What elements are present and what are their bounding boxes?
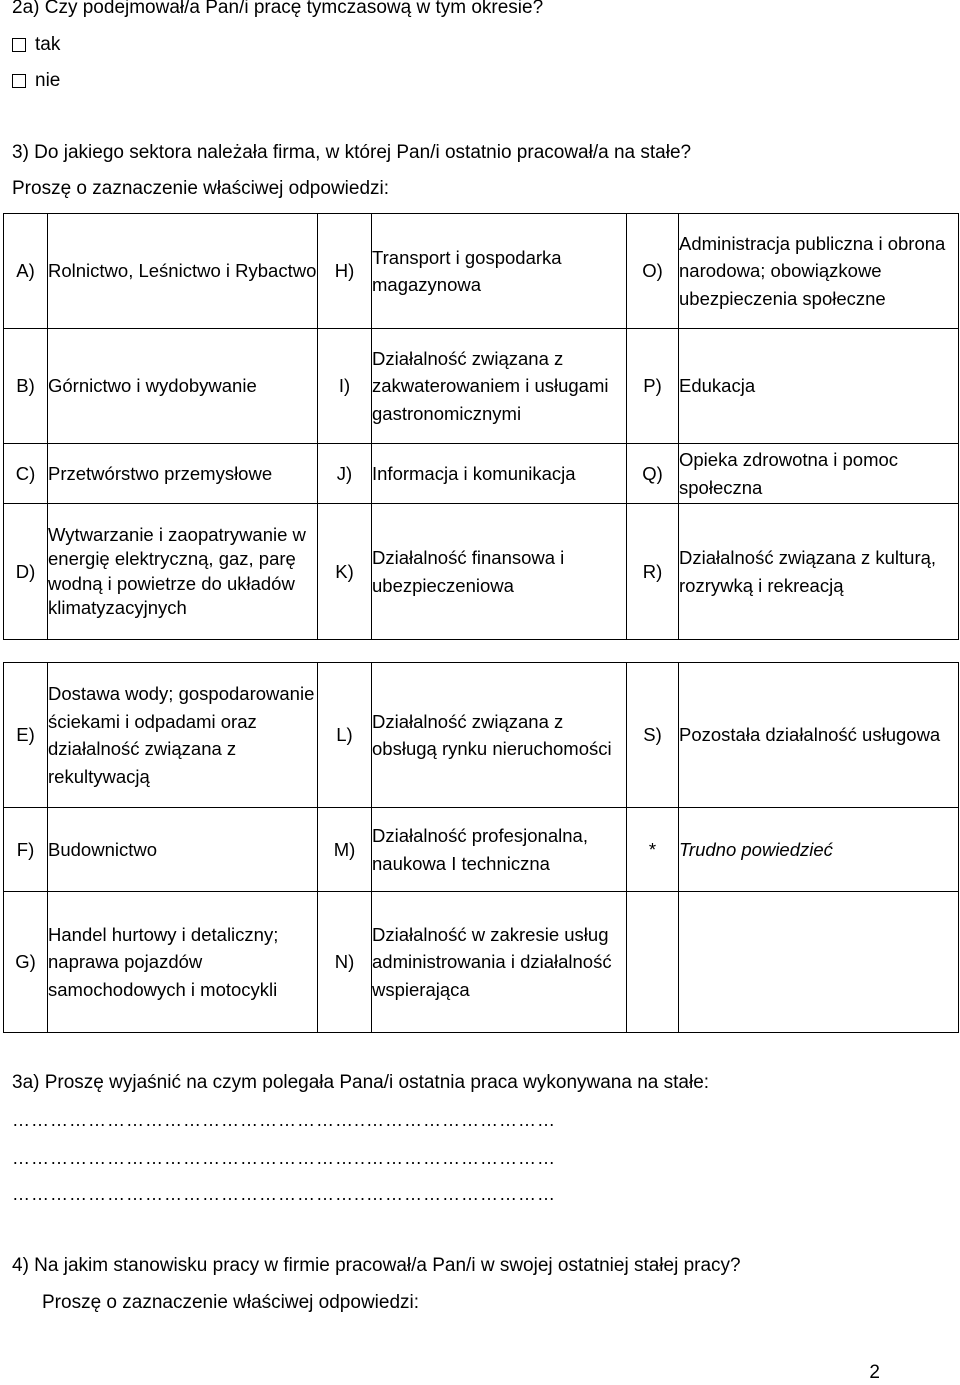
option-nie[interactable]	[12, 69, 60, 93]
option-tak[interactable]	[12, 33, 60, 57]
sector-option[interactable]: Handel hurtowy i detaliczny; naprawa pojazdów samochodowych i motocykli	[48, 892, 318, 1033]
option-letter[interactable]: L)	[318, 663, 372, 808]
option-letter[interactable]: F)	[4, 808, 48, 892]
sector-option[interactable]: Dostawa wody; gospodarowanie ściekami i odpadami oraz działalność związana z rekultywacją	[48, 663, 318, 808]
option-letter[interactable]: C)	[4, 444, 48, 504]
sector-option[interactable]: Działalność finansowa i ubezpieczeniowa	[372, 504, 627, 640]
sector-option[interactable]: Pozostała działalność usługowa	[679, 663, 959, 808]
option-letter[interactable]: S)	[627, 663, 679, 808]
option-letter[interactable]: M)	[318, 808, 372, 892]
sector-table-1	[3, 213, 959, 640]
page-number: 2	[869, 1362, 880, 1383]
answer-line[interactable]: ………………………………………………..…………………………	[12, 1184, 557, 1204]
sector-option[interactable]: Edukacja	[679, 329, 959, 444]
sector-option[interactable]: Wytwarzanie i zaopatrywanie w energię elektryczną, gaz, parę wodną i powietrze do układów klimatyzacyjnych	[48, 504, 318, 640]
option-letter[interactable]: E)	[4, 663, 48, 808]
table-row	[4, 329, 959, 444]
option-letter[interactable]: G)	[4, 892, 48, 1033]
sector-option[interactable]: Budownictwo	[48, 808, 318, 892]
sector-option[interactable]: Rolnictwo, Leśnictwo i Rybactwo	[48, 214, 318, 329]
option-letter[interactable]: K)	[318, 504, 372, 640]
sector-option[interactable]: Informacja i komunikacja	[372, 444, 627, 504]
option-letter[interactable]: Q)	[627, 444, 679, 504]
option-letter[interactable]: N)	[318, 892, 372, 1033]
option-letter[interactable]: O)	[627, 214, 679, 329]
sector-option[interactable]: Działalność w zakresie usług administrowania i działalność wspierająca	[372, 892, 627, 1033]
answer-line[interactable]: ………………………………………………..…………………………	[12, 1148, 557, 1168]
option-letter[interactable]: P)	[627, 329, 679, 444]
option-letter[interactable]: *	[627, 808, 679, 892]
sector-option[interactable]: Działalność profesjonalna, naukowa I techniczna	[372, 808, 627, 892]
question-3a: 3a) Proszę wyjaśnić na czym polegała Pana/i ostatnia praca wykonywana na stałe:	[12, 1072, 710, 1093]
option-letter[interactable]: A)	[4, 214, 48, 329]
option-letter[interactable]: H)	[318, 214, 372, 329]
sector-option[interactable]: Przetwórstwo przemysłowe	[48, 444, 318, 504]
question-3: 3) Do jakiego sektora należała firma, w której Pan/i ostatnio pracował/a na stałe?	[12, 142, 692, 163]
instruction-4: Proszę o zaznaczenie właściwej odpowiedzi:	[42, 1292, 420, 1313]
option-letter[interactable]: I)	[318, 329, 372, 444]
sector-option[interactable]: Działalność związana z zakwaterowaniem i usługami gastronomicznymi	[372, 329, 627, 444]
question-2a: 2a) Czy podejmował/a Pan/i pracę tymczasową w tym okresie?	[12, 0, 544, 18]
sector-option[interactable]: Górnictwo i wydobywanie	[48, 329, 318, 444]
sector-option[interactable]: Działalność związana z obsługą rynku nieruchomości	[372, 663, 627, 808]
sector-option[interactable]: Działalność związana z kulturą, rozrywką i rekreacją	[679, 504, 959, 640]
option-letter[interactable]: J)	[318, 444, 372, 504]
option-letter[interactable]: B)	[4, 329, 48, 444]
option-label: nie	[35, 70, 61, 91]
empty-cell	[627, 892, 679, 1033]
sector-option[interactable]: Administracja publiczna i obrona narodowa; obowiązkowe ubezpieczenia społeczne	[679, 214, 959, 329]
table-row	[4, 214, 959, 329]
table-row	[4, 808, 959, 892]
option-label: tak	[35, 34, 61, 55]
table-row	[4, 892, 959, 1033]
checkbox-icon[interactable]	[12, 38, 26, 52]
table-row	[4, 504, 959, 640]
empty-cell	[679, 892, 959, 1033]
option-letter[interactable]: D)	[4, 504, 48, 640]
instruction-3: Proszę o zaznaczenie właściwej odpowiedzi:	[12, 178, 390, 199]
answer-line[interactable]: ………………………………………………..…………………………	[12, 1110, 557, 1130]
sector-option[interactable]: Opieka zdrowotna i pomoc społeczna	[679, 444, 959, 504]
table-row	[4, 663, 959, 808]
sector-table-2	[3, 662, 959, 1033]
question-4: 4) Na jakim stanowisku pracy w firmie pracował/a Pan/i w swojej ostatniej stałej pracy?	[12, 1255, 741, 1276]
table-row	[4, 444, 959, 504]
checkbox-icon[interactable]	[12, 74, 26, 88]
sector-option-dont-know[interactable]: Trudno powiedzieć	[679, 808, 959, 892]
sector-option[interactable]: Transport i gospodarka magazynowa	[372, 214, 627, 329]
option-letter[interactable]: R)	[627, 504, 679, 640]
